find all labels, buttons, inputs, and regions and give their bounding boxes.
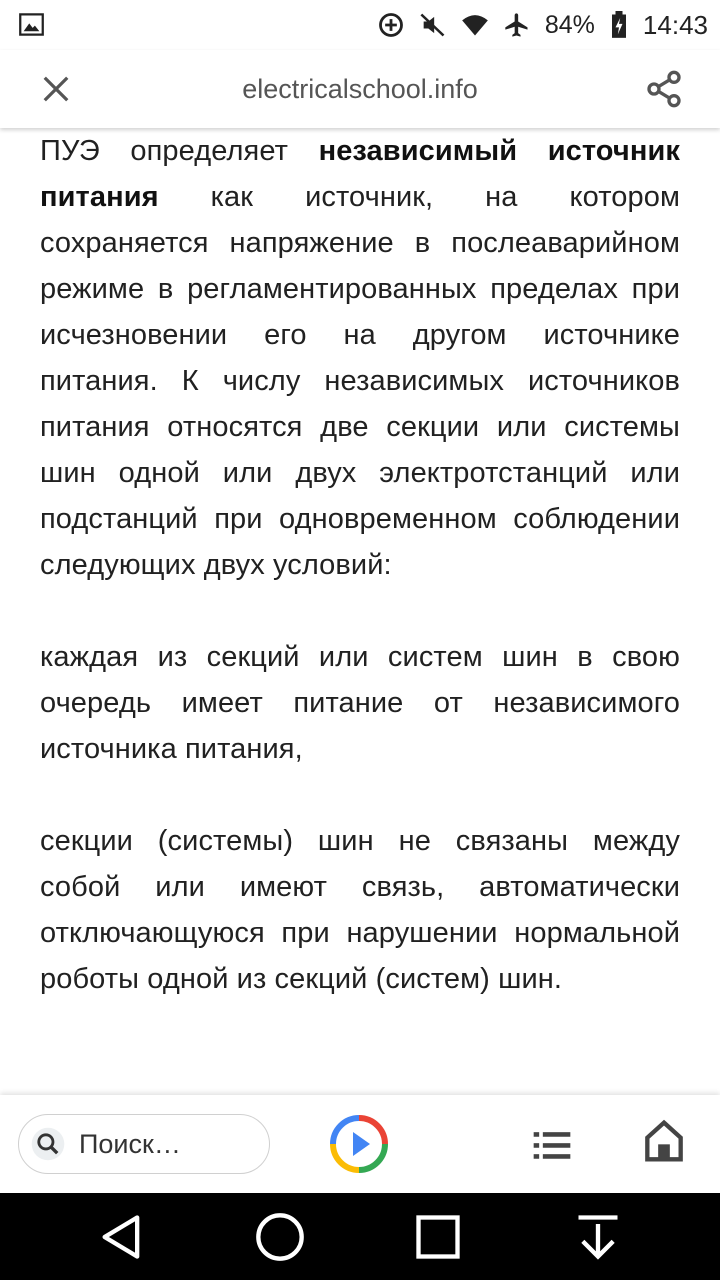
image-icon <box>18 11 45 38</box>
search-icon <box>31 1127 65 1161</box>
article-content <box>40 128 680 1095</box>
mute-icon <box>419 11 447 39</box>
paragraph-condition-2: секции (системы) шин не связаны между собой или имеют связь, автоматически отключающуюся при нарушении нормальной роботы одной из секций (систем) шин. <box>40 825 680 995</box>
back-icon[interactable] <box>96 1211 148 1263</box>
list-menu-icon[interactable] <box>530 1123 574 1167</box>
wifi-icon <box>461 11 489 39</box>
clock: 14:43 <box>642 9 708 40</box>
status-icons <box>377 0 708 50</box>
home-circle-icon[interactable] <box>254 1211 306 1263</box>
assistant-play-icon[interactable] <box>329 1114 389 1174</box>
bottom-search-bar <box>0 1095 720 1193</box>
system-navigation-bar <box>0 1193 720 1280</box>
paragraph-text: как источник, на котором сохраняется напряжение в послеаварийном режиме в регламентированных пределах при исчезновении его на другом источнике питания. К числу независимых источников питания относятся две секции или системы шин одной или двух электротстанций или подстанций при одновременном соблюдении следующих двух условий: <box>40 181 680 581</box>
battery-percent: 84% <box>544 10 595 39</box>
status-bar <box>0 0 720 50</box>
search-input[interactable] <box>18 1114 270 1174</box>
search-placeholder: Поиск… <box>79 1128 181 1159</box>
share-icon <box>644 69 684 109</box>
battery-charging-icon <box>609 11 629 39</box>
download-icon[interactable] <box>572 1211 624 1263</box>
paragraph-definition <box>40 128 680 588</box>
paragraph-text: ПУЭ определяет <box>40 135 319 167</box>
data-saver-icon <box>377 11 405 39</box>
share-button[interactable] <box>642 67 686 111</box>
home-icon[interactable] <box>644 1119 684 1163</box>
close-icon <box>41 74 71 104</box>
close-button[interactable] <box>34 67 78 111</box>
recents-icon[interactable] <box>412 1211 464 1263</box>
browser-toolbar <box>0 50 720 128</box>
airplane-icon <box>503 11 531 39</box>
site-title: electricalschool.info <box>242 74 478 104</box>
bold-term: независимый источник питания <box>40 135 680 213</box>
paragraph-condition-1: каждая из секций или систем шин в свою очередь имеет питание от независимого источника питания, <box>40 641 680 765</box>
